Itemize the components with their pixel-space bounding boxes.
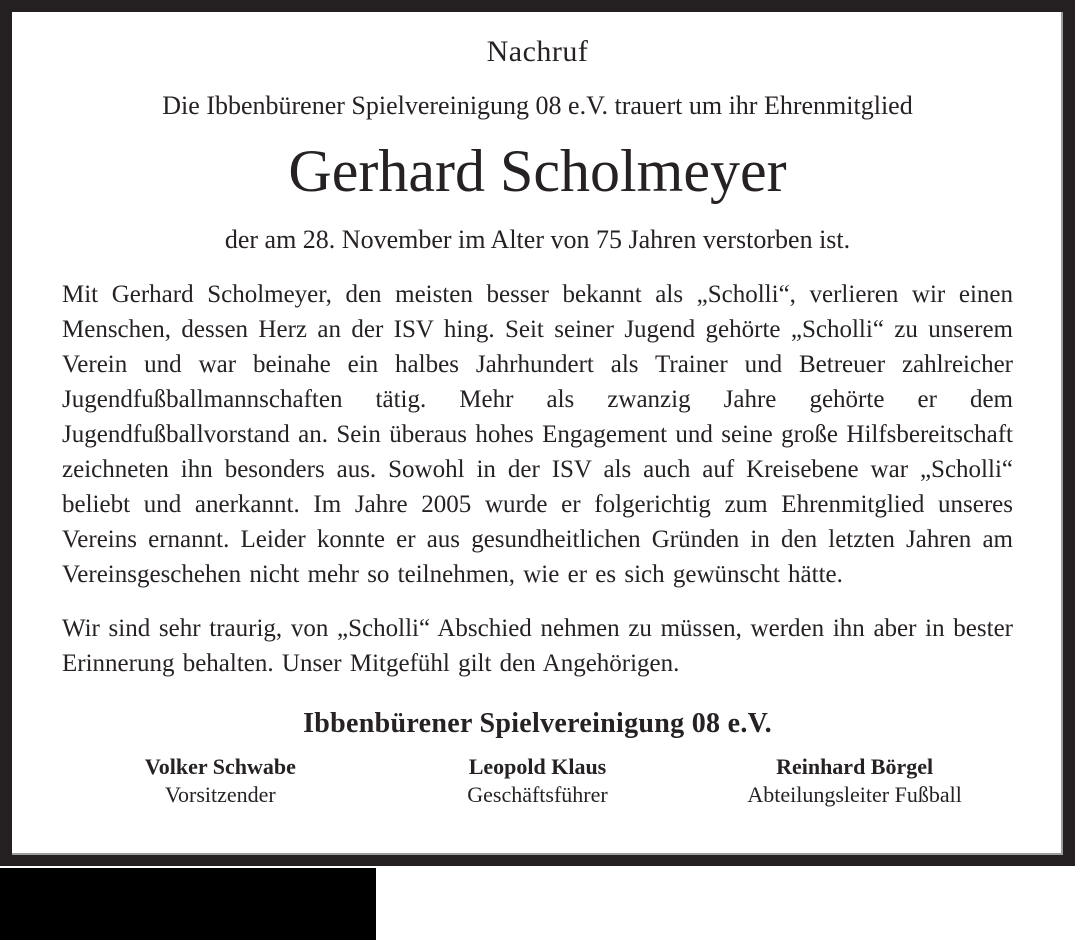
notice-title: Nachruf <box>486 35 589 68</box>
signatory-2 <box>399 753 676 809</box>
signatory-role: Vorsitzender <box>164 782 276 807</box>
signatory-1 <box>42 753 399 809</box>
signature-row <box>42 753 1033 809</box>
black-redaction-block <box>0 868 376 940</box>
signatory-role: Abteilungsleiter Fußball <box>747 782 962 807</box>
signatory-role: Geschäftsführer <box>467 782 608 807</box>
signatory-name: Reinhard Börgel <box>776 754 934 779</box>
notice-subtitle: Die Ibbenbürener Spielvereinigung 08 e.V. trauert um ihr Ehrenmitglied <box>162 91 913 120</box>
obituary-notice <box>12 12 1063 855</box>
signatory-name: Leopold Klaus <box>468 754 607 779</box>
body-paragraph-2: Wir sind sehr traurig, von „Scholli“ Abschied nehmen zu müssen, werden ihn aber in bester Erinnerung behalten. Unser Mitgefühl gilt den Angehörigen. <box>62 615 1013 677</box>
body-paragraph-1: Mit Gerhard Scholmeyer, den meisten besser bekannt als „Scholli“, verlieren wir einen Menschen, dessen Herz an der ISV hing. Seit seiner Jugend gehörte „Scholli“ zu unserem Verein und war beinahe ein halbes Jahrhundert als Trainer und Betreuer zahlreicher Jugendfußballmannschaften tätig. Mehr als zwanzig Jahre gehörte er dem Jugendfußballvorstand an. Sein überaus hohes Engagement und seine große Hilfsbereitschaft zeichneten ihn besonders aus. Sowohl in der ISV als auch auf Kreisebene war „Scholli“ beliebt und anerkannt. Im Jahre 2005 wurde er folgerichtig zum Ehrenmitglied unseres Vereins ernannt. Leider konnte er aus gesundheitlichen Gründen in den letzten Jahren am Vereinsgeschehen nicht mehr so teilnehmen, wie er es sich gewünscht hätte. <box>62 281 1013 588</box>
death-date-line: der am 28. November im Alter von 75 Jahren verstorben ist. <box>224 225 851 254</box>
deceased-name: Gerhard Scholmeyer <box>288 138 787 204</box>
organization-name: Ibbenbürener Spielvereinigung 08 e.V. <box>303 708 772 739</box>
signatory-3 <box>676 753 1033 809</box>
signatory-name: Volker Schwabe <box>144 754 296 779</box>
